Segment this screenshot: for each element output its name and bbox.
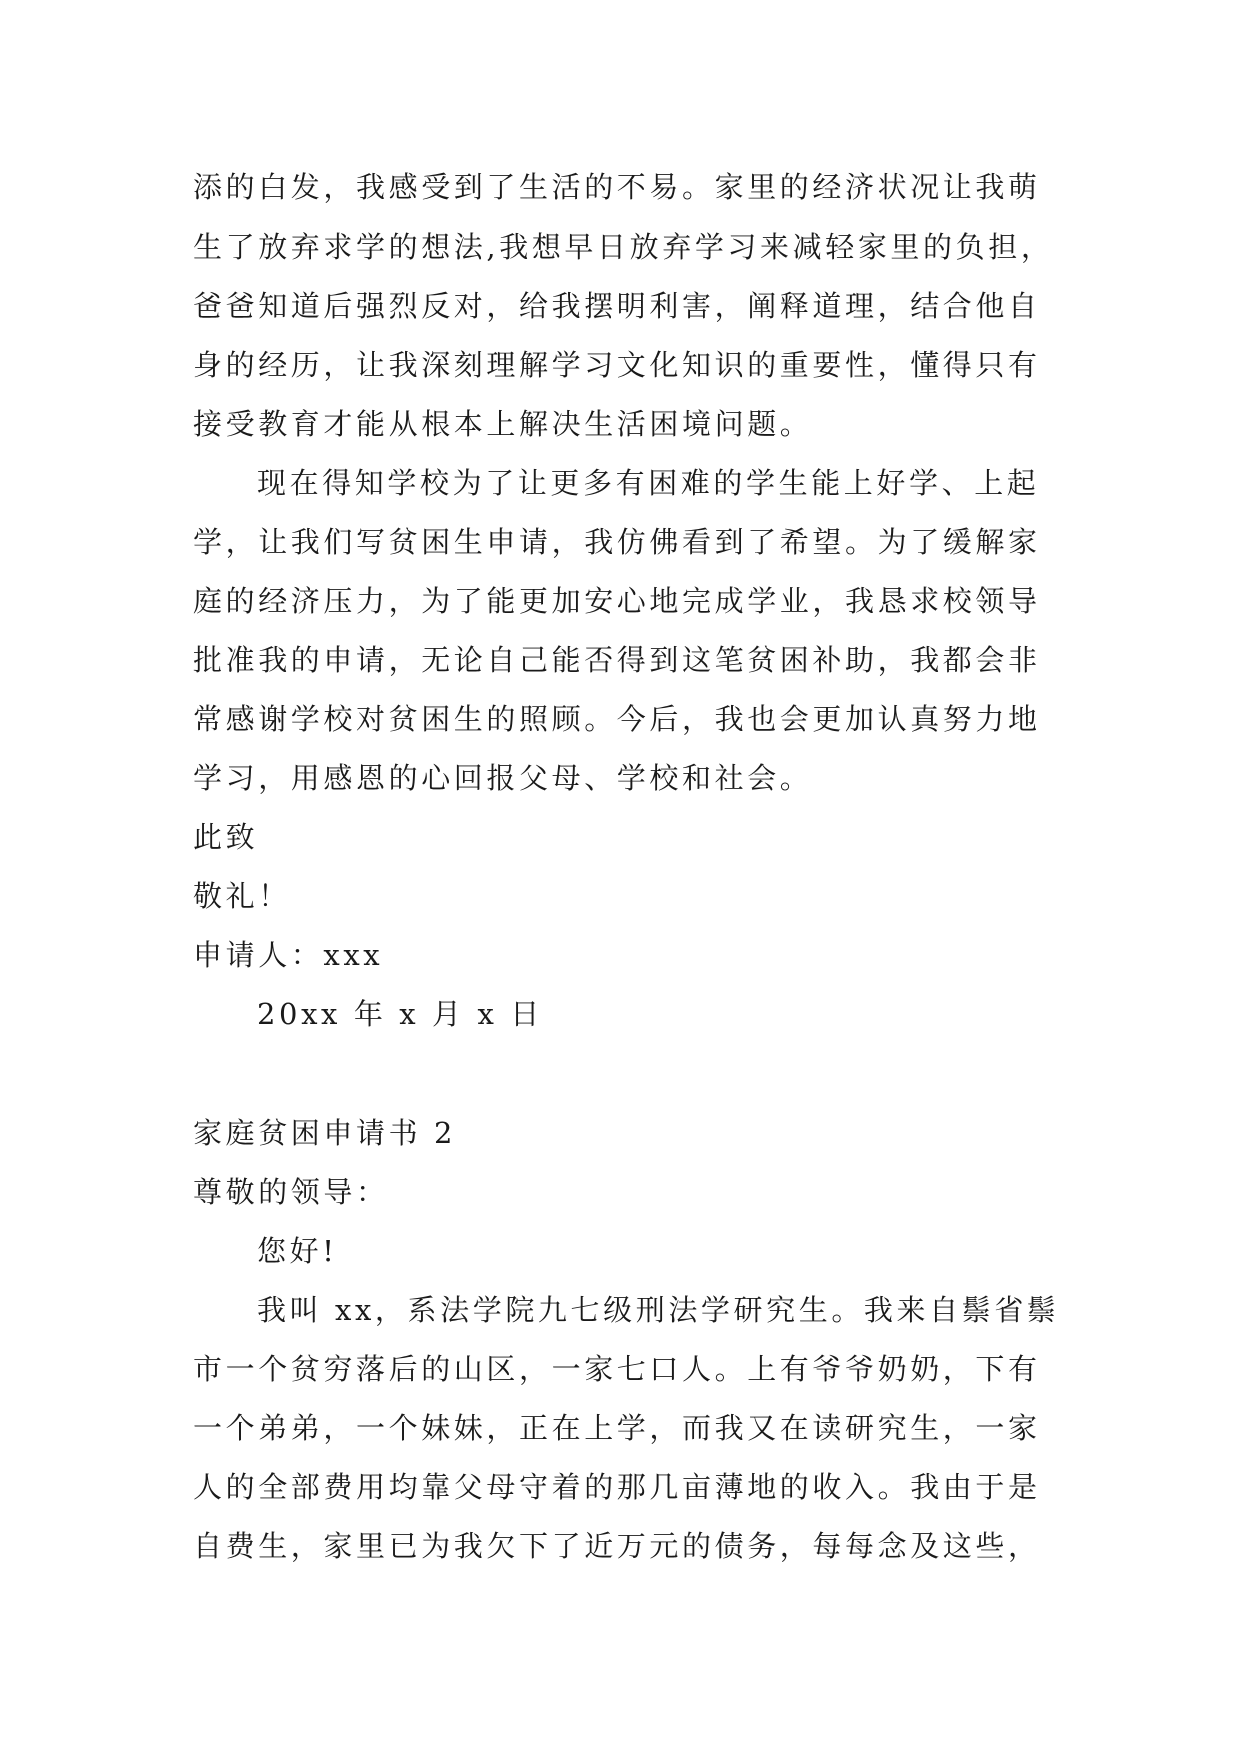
paragraph-3-line-3: 一个弟弟，一个妹妹，正在上学，而我又在读研究生，一家 [193,1411,1041,1445]
application-date: 20xx 年 x 月 x 日 [257,997,543,1031]
paragraph-2-line-2: 学，让我们写贫困生申请，我仿佛看到了希望。为了缓解家 [193,525,1041,559]
paragraph-3-line-4: 人的全部费用均靠父母守着的那几亩薄地的收入。我由于是 [193,1470,1041,1504]
salutation: 尊敬的领导： [193,1175,389,1209]
paragraph-2-line-5: 常感谢学校对贫困生的照顾。今后，我也会更加认真努力地 [193,702,1041,736]
paragraph-1-line-4: 身的经历，让我深刻理解学习文化知识的重要性，懂得只有 [193,348,1041,382]
paragraph-1-line-3: 爸爸知道后强烈反对，给我摆明利害，阐释道理，结合他自 [193,289,1041,323]
paragraph-1-line-1: 添的白发，我感受到了生活的不易。家里的经济状况让我萌 [193,170,1041,204]
closing-line-1: 此致 [193,820,259,854]
paragraph-2-line-4: 批准我的申请，无论自己能否得到这笔贫困补助，我都会非 [193,643,1041,677]
applicant-signature: 申请人：xxx [193,938,384,972]
paragraph-2-line-3: 庭的经济压力，为了能更加安心地完成学业，我恳求校领导 [193,584,1041,618]
paragraph-1-line-5: 接受教育才能从根本上解决生活困境问题。 [193,407,813,441]
paragraph-3-line-5: 自费生，家里已为我欠下了近万元的债务，每每念及这些， [193,1529,1041,1563]
paragraph-1-line-2: 生了放弃求学的想法,我想早日放弃学习来减轻家里的负担， [193,230,1054,264]
paragraph-2-line-6: 学习，用感恩的心回报父母、学校和社会。 [193,761,813,795]
paragraph-3-line-1: 我叫 xx，系法学院九七级刑法学研究生。我来自鬃省鬃 [257,1293,1060,1327]
section-title: 家庭贫困申请书 2 [193,1116,457,1150]
paragraph-3-line-2: 市一个贫穷落后的山区，一家七口人。上有爷爷奶奶，下有 [193,1352,1041,1386]
paragraph-2-line-1: 现在得知学校为了让更多有困难的学生能上好学、上起 [257,466,1040,500]
closing-line-2: 敬礼！ [193,879,291,913]
greeting: 您好! [257,1234,338,1268]
